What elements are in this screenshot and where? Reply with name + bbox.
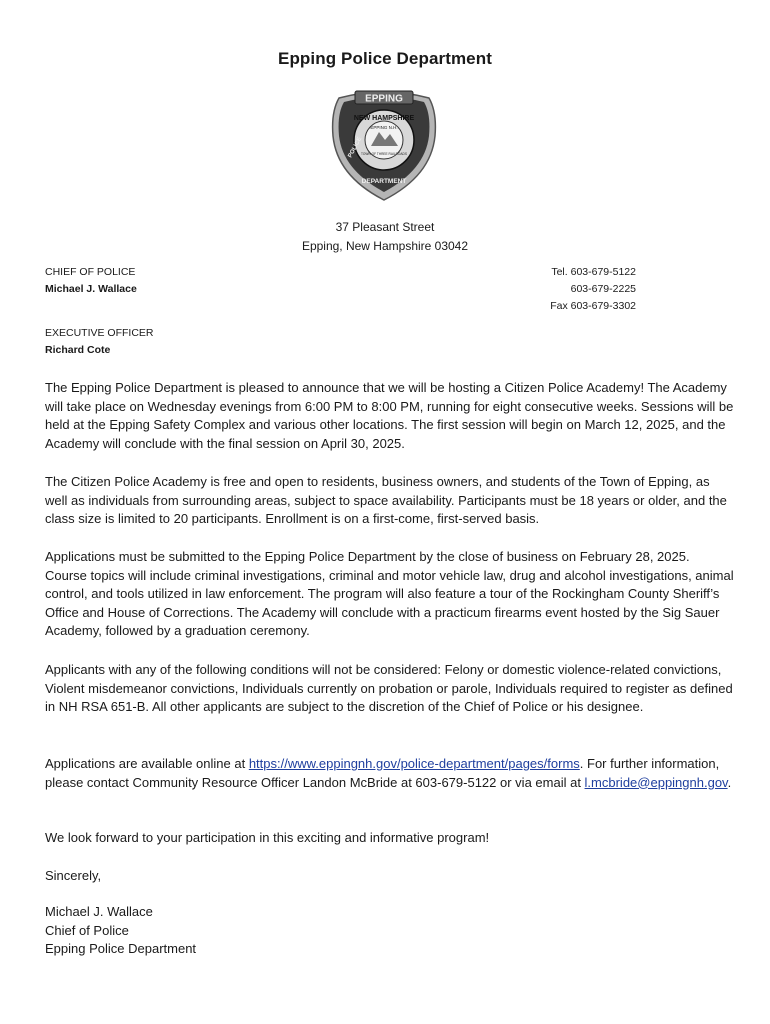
phone-fax: Fax 603-679-3302 [550,300,636,312]
phone-tel-2: 603-679-2225 [570,283,636,295]
address-street: 37 Pleasant Street [335,220,435,234]
police-badge-seal [331,84,437,202]
exec-officer-label: EXECUTIVE OFFICER [45,327,154,339]
salutation: Sincerely, [45,868,102,883]
address-block [0,218,770,256]
paragraph-course-topics: Applications must be submitted to the Epping Police Department by the close of business on February 28, 2025. Course topics will include criminal investigations, criminal and motor vehicle law, drug and alcohol investigations, animal control, and tools utilized in law enforcement. The program will also feature a tour of the Rockingham County Sheriff’s Office and House of Corrections. The Academy will conclude with a practicum firearms event hosted by the Sig Sauer Academy, followed by a graduation ceremony. [45,549,734,639]
paragraph-announcement: The Epping Police Department is pleased to announce that we will be hosting a Citizen Police Academy! The Academy will take place on Wednesday evenings from 6:00 PM to 8:00 PM, running for eight consecutive weeks. Sessions will be held at the Epping Safety Complex and various other locations. The first session will begin on March 12, 2025, and the Academy will conclude with the final session on April 30, 2025. [45,380,734,451]
signature-department: Epping Police Department [45,941,197,957]
paragraph-applications [45,755,735,792]
letterhead-title: Epping Police Department [278,49,492,68]
seal-top-text: EPPING [365,93,403,105]
exec-officer-block [45,325,154,359]
paragraph-conditions: Applicants with any of the following conditions will not be considered: Felony or domestic violence-related convictions, Violent misdemeanor convictions, Individuals currently on probation or parole, Individuals required to register as defined in NH RSA 651-B. All other applicants are subject to the discretion of the Chief of Police or his designee. [45,662,733,715]
phone-tel: Tel. 603-679-5122 [551,266,636,278]
address-city: Epping, New Hampshire 03042 [301,239,469,253]
email-link[interactable]: l.mcbride@eppingnh.gov [584,774,728,790]
exec-officer-name: Richard Cote [45,344,111,356]
paragraph-eligibility: The Citizen Police Academy is free and open to residents, business owners, and students of the Town of Epping, as well as individuals from surrounding areas, subject to space availability. Participants must be 18 years or older, and the class size is limited to 20 participants. Enrollment is on a first-come, first-served basis. [45,474,727,527]
applications-text-mid: . For further information, please contact Community Resource Officer Landon McBride at 603-679-5122 or via email at [45,756,720,790]
seal-side-text: POLICE [347,136,364,159]
signature-name: Michael J. Wallace [45,904,153,919]
signature-block [45,903,735,959]
forms-link[interactable]: https://www.eppingnh.gov/police-department/pages/forms [248,756,580,771]
chief-label: CHIEF OF POLICE [45,266,136,278]
seal-bottom-text: DEPARTMENT [361,178,407,185]
signature-title: Chief of Police [45,922,129,938]
chief-name: Michael J. Wallace [45,283,137,295]
seal-ring-text: NEW HAMPSHIRE [353,115,415,122]
phone-block [550,264,636,315]
applications-text-end: . [727,774,732,790]
seal-inner-text: EPPING N.H. [370,125,398,130]
seal-inner-subtext: TOWN OF THREE RAILROADS [361,152,407,156]
chief-block [45,264,137,298]
applications-text-pre: Applications are available online at [45,756,249,771]
paragraph-closing-remark: We look forward to your participation in this exciting and informative program! [45,830,490,845]
